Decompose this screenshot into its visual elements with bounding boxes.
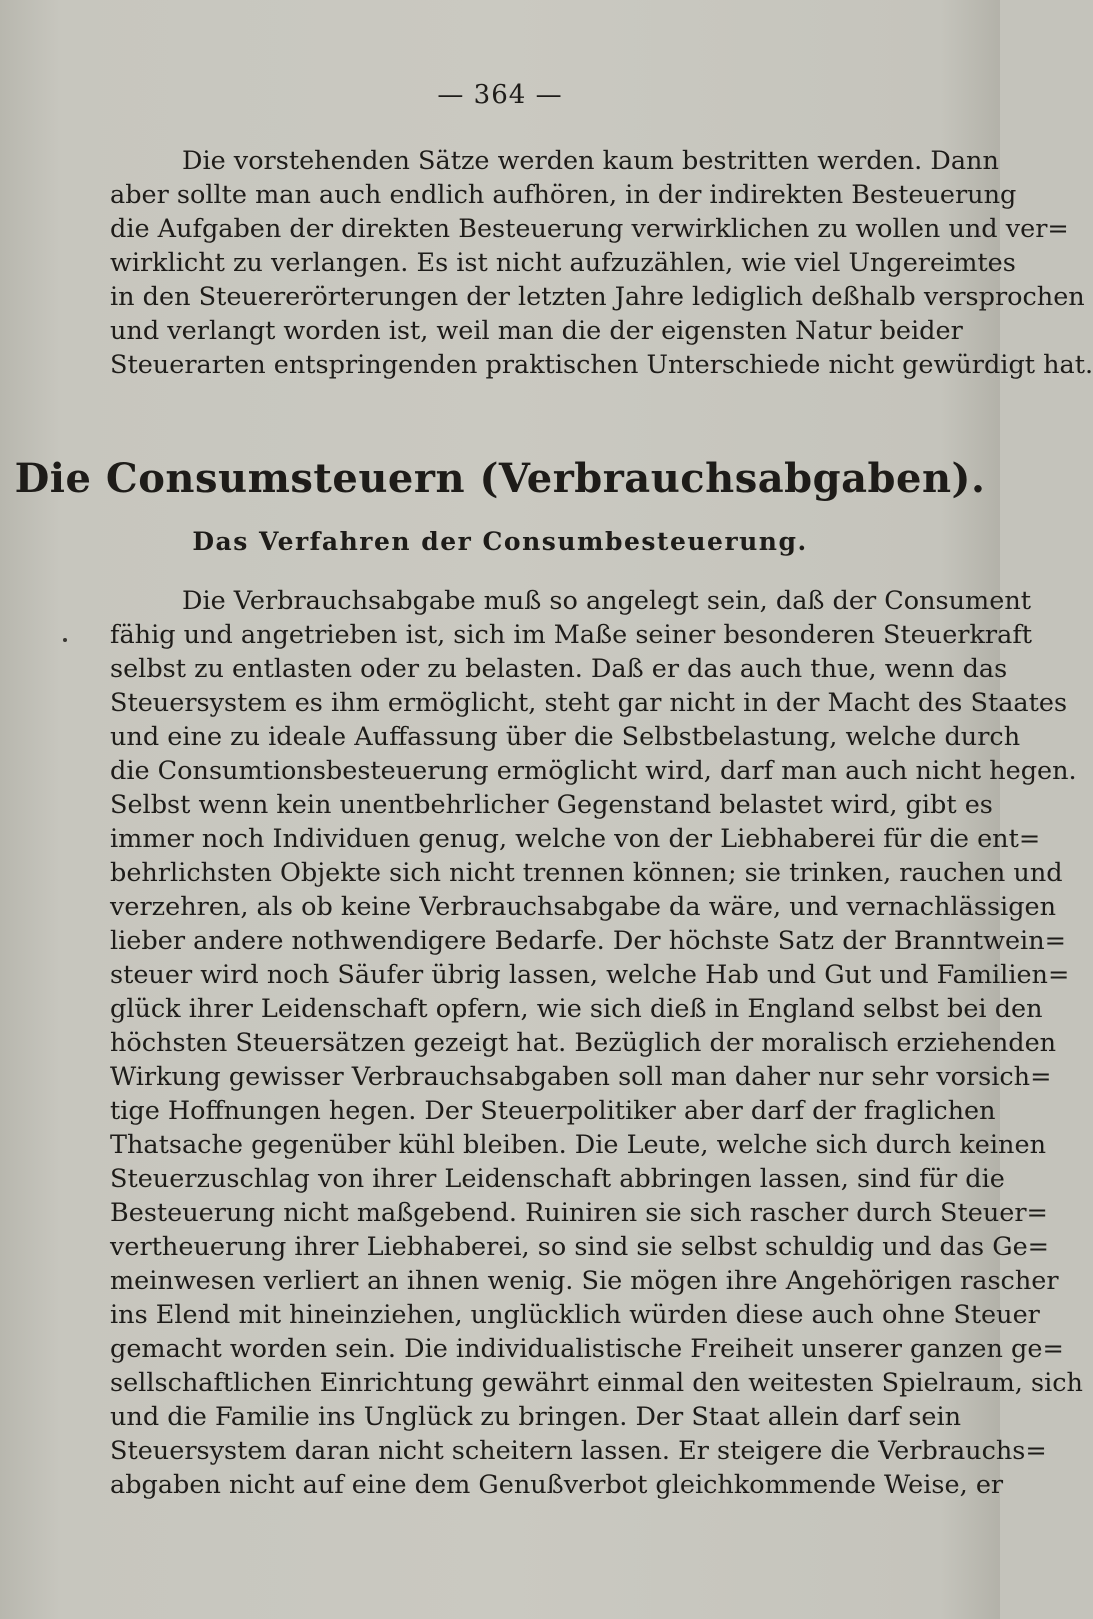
text-line: Besteuerung nicht maßgebend. Ruiniren sie sich rascher durch Steuer= <box>110 1198 1048 1228</box>
text-line: und verlangt worden ist, weil man die der eigensten Natur beider <box>110 316 963 346</box>
text-line: meinwesen verliert an ihnen wenig. Sie mögen ihre Angehörigen rascher <box>110 1266 1059 1296</box>
text-line: in den Steuererörterungen der letzten Jahre lediglich deßhalb versprochen <box>110 282 1085 312</box>
text-line: tige Hoffnungen hegen. Der Steuerpolitiker aber darf der fraglichen <box>110 1096 996 1126</box>
text-line: glück ihrer Leidenschaft opfern, wie sich dieß in England selbst bei den <box>110 994 1043 1024</box>
text-line: und die Familie ins Unglück zu bringen. Der Staat allein darf sein <box>110 1402 962 1432</box>
text-line: Selbst wenn kein unentbehrlicher Gegenstand belastet wird, gibt es <box>110 790 993 820</box>
text-line: gemacht worden sein. Die individualistische Freiheit unserer ganzen ge= <box>110 1334 1064 1364</box>
text-line: abgaben nicht auf eine dem Genußverbot gleichkommende Weise, er <box>110 1470 1004 1500</box>
sub-heading: Das Verfahren der Consumbesteuerung. <box>192 527 808 556</box>
text-line: lieber andere nothwendigere Bedarfe. Der höchste Satz der Branntwein= <box>110 926 1066 956</box>
text-line: höchsten Steuersätzen gezeigt hat. Bezüglich der moralisch erziehenden <box>110 1028 1057 1058</box>
text-line: fähig und angetrieben ist, sich im Maße seiner besonderen Steuerkraft <box>110 620 1033 650</box>
text-line: Die vorstehenden Sätze werden kaum bestritten werden. Dann <box>182 146 999 176</box>
text-line: wirklicht zu verlangen. Es ist nicht aufzuzählen, wie viel Ungereimtes <box>110 248 1016 278</box>
text-line: immer noch Individuen genug, welche von der Liebhaberei für die ent= <box>110 824 1041 854</box>
text-line: Steuerzuschlag von ihrer Leidenschaft abbringen lassen, sind für die <box>110 1164 1005 1194</box>
text-line: Steuerarten entspringenden praktischen Unterschiede nicht gewürdigt hat. <box>110 350 1093 380</box>
text-line: Die Verbrauchsabgabe muß so angelegt sein, daß der Consument <box>182 586 1031 616</box>
text-line: Steuersystem daran nicht scheitern lassen. Er steigere die Verbrauchs= <box>110 1436 1047 1466</box>
ink-speck <box>63 638 67 642</box>
text-line: die Aufgaben der direkten Besteuerung verwirklichen zu wollen und ver= <box>110 214 1069 244</box>
text-line: Thatsache gegenüber kühl bleiben. Die Leute, welche sich durch keinen <box>110 1130 1046 1160</box>
text-line: aber sollte man auch endlich aufhören, in der indirekten Besteuerung <box>110 180 1017 210</box>
text-line: vertheuerung ihrer Liebhaberei, so sind sie selbst schuldig und das Ge= <box>110 1232 1050 1262</box>
text-line: ins Elend mit hineinziehen, unglücklich würden diese auch ohne Steuer <box>110 1300 1040 1330</box>
text-line: behrlichsten Objekte sich nicht trennen können; sie trinken, rauchen und <box>110 858 1063 888</box>
text-line: Wirkung gewisser Verbrauchsabgaben soll man daher nur sehr vorsich= <box>110 1062 1052 1092</box>
text-line: steuer wird noch Säufer übrig lassen, welche Hab und Gut und Familien= <box>110 960 1070 990</box>
text-line: sellschaftlichen Einrichtung gewährt einmal den weitesten Spielraum, sich <box>110 1368 1083 1398</box>
text-line: Steuersystem es ihm ermöglicht, steht gar nicht in der Macht des Staates <box>110 688 1068 718</box>
text-line: selbst zu entlasten oder zu belasten. Daß er das auch thue, wenn das <box>110 654 1008 684</box>
paragraph-main <box>110 584 1083 1502</box>
section-heading: Die Consumsteuern (Verbrauchsabgaben). <box>14 455 986 502</box>
text-line: die Consumtionsbesteuerung ermöglicht wird, darf man auch nicht hegen. <box>110 756 1077 786</box>
page-number: — 364 — <box>437 80 563 110</box>
text-line: und eine zu ideale Auffassung über die Selbstbelastung, welche durch <box>110 722 1021 752</box>
text-line: verzehren, als ob keine Verbrauchsabgabe da wäre, und vernachlässigen <box>110 892 1057 922</box>
paragraph-continued <box>110 144 1093 382</box>
